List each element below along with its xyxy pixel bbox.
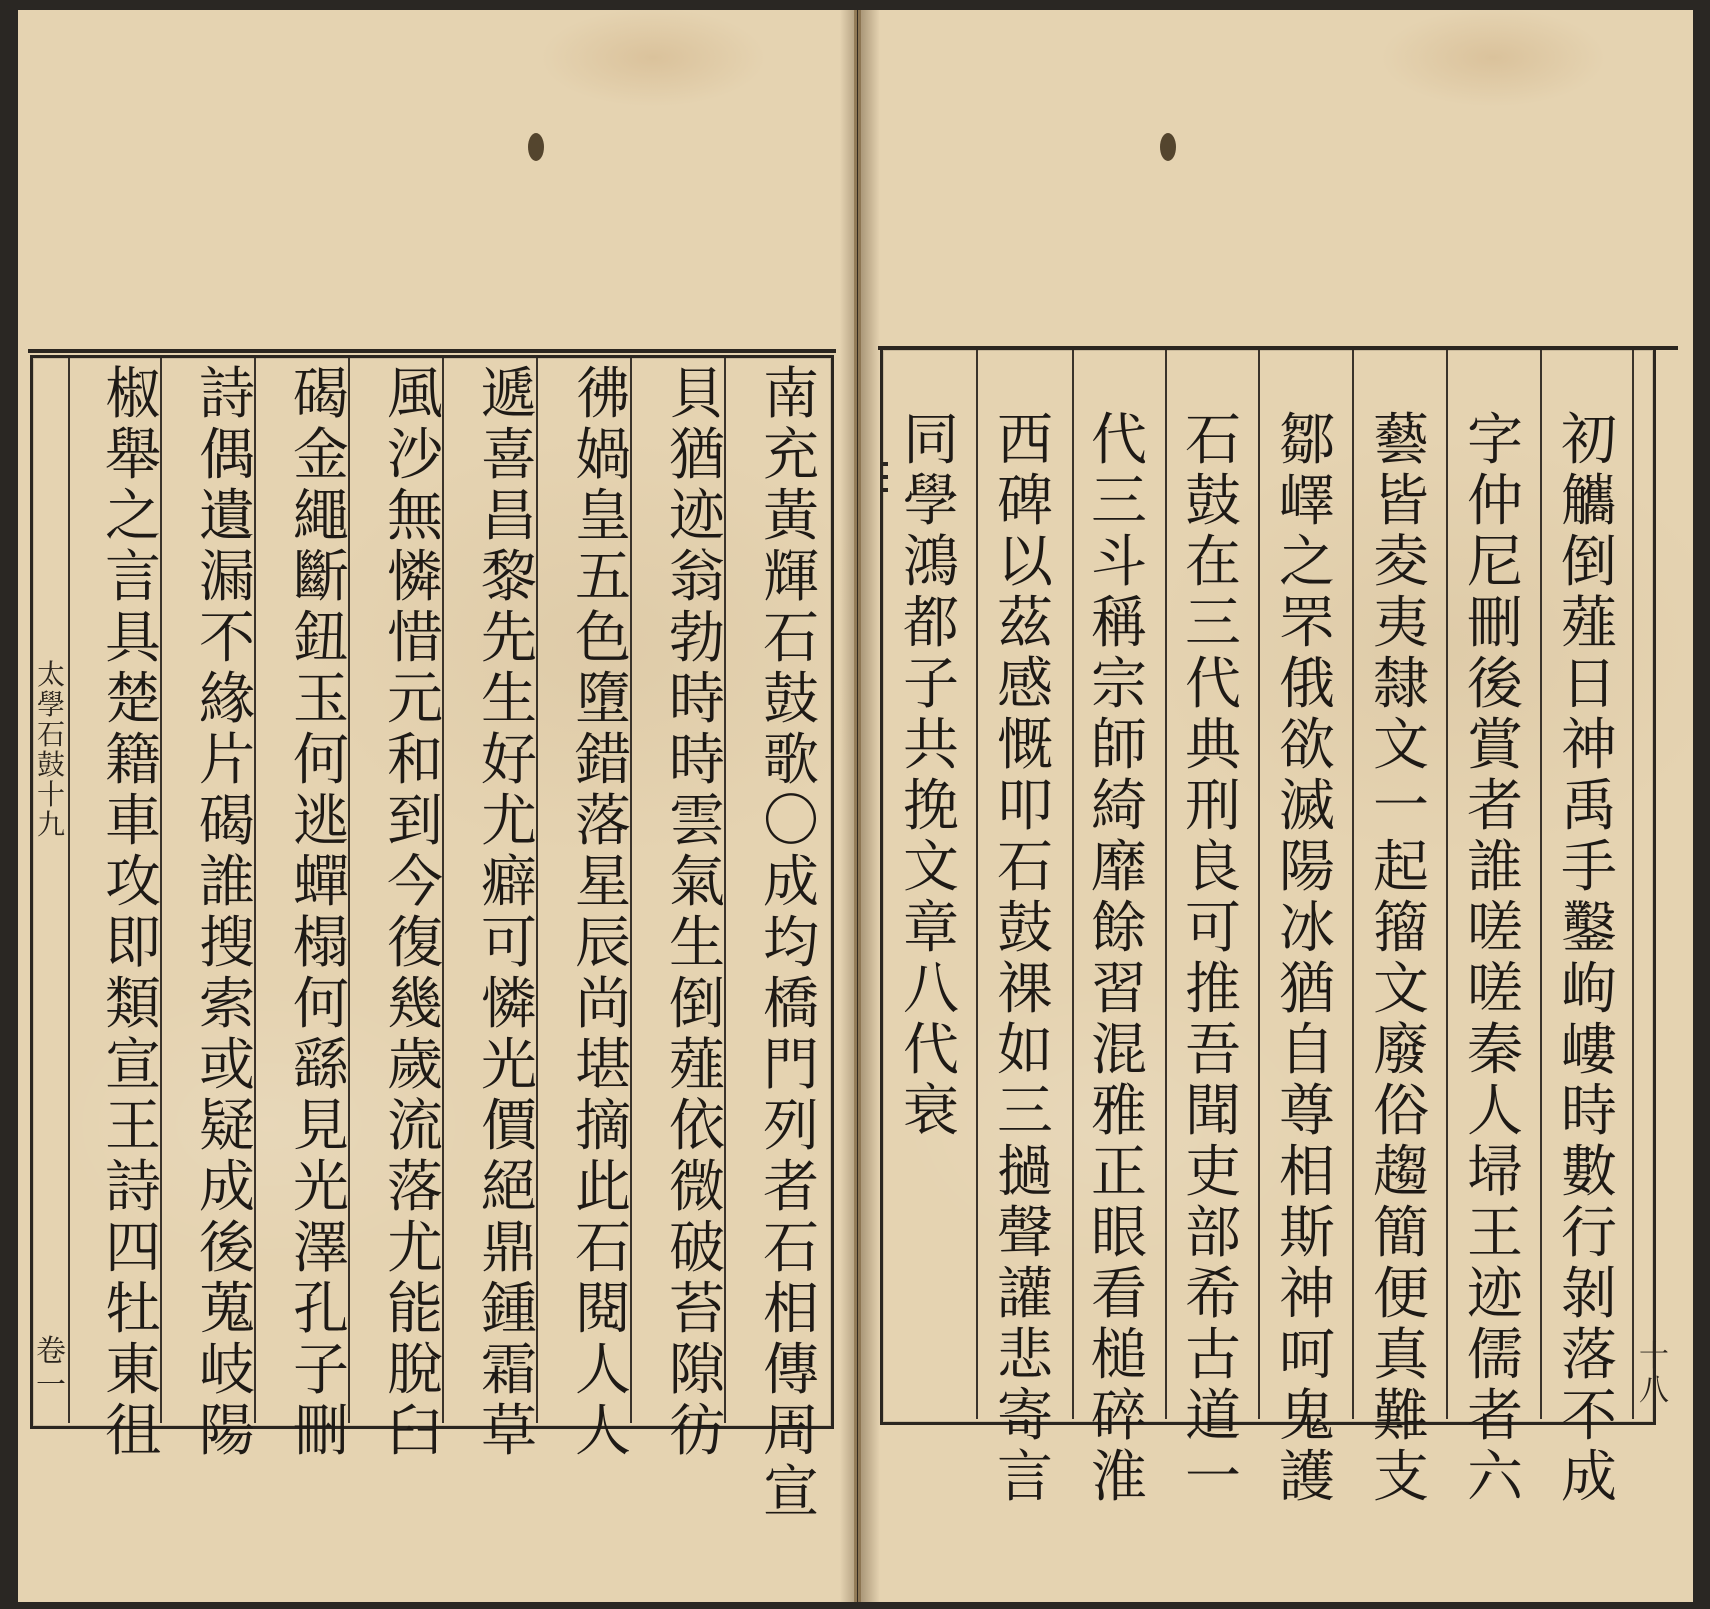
- paper-stain: [1160, 133, 1176, 161]
- folio-number: 十八: [1639, 1339, 1669, 1408]
- paper-stain: [528, 133, 544, 161]
- top-rule: [28, 349, 836, 353]
- column-divider: [1446, 350, 1448, 1419]
- column-divider: [68, 358, 70, 1423]
- text-column: 代三斗稱宗師綺靡餘習混雅正眼看槌碎淮: [1091, 408, 1147, 1510]
- text-column: 西碑以茲感慨叩石鼓祼如三撾聲讙悲寄言: [997, 408, 1053, 1510]
- text-column: 藝皆夌夷隸文一起籀文廢俗趨簡便真難支: [1373, 408, 1429, 1510]
- column-divider: [976, 350, 978, 1419]
- column-divider: [1352, 350, 1354, 1419]
- text-column: 碣金繩斷鈕玉何逃蟬榻何繇見光澤孔子刪: [293, 362, 349, 1464]
- text-column: 椒舉之言具楚籍車攻即類宣王詩四牡東徂: [105, 362, 161, 1464]
- column-divider: [1165, 350, 1167, 1419]
- text-column: 鄒嶧之罘俄欲滅陽冰猶自尊相斯神呵鬼護: [1279, 408, 1335, 1510]
- text-column: 貝猶迹翁勃時時雲氣生倒薤依微破苔隙彷: [669, 362, 725, 1464]
- text-column: 風沙無憐惜元和到今復幾歲流落尤能脫臼: [387, 362, 443, 1464]
- column-divider: [1258, 350, 1260, 1419]
- margin-volume: 卷一: [36, 1334, 66, 1403]
- text-column: 石鼓在三代典刑良可推吾聞吏部希古道一: [1185, 408, 1241, 1510]
- text-column: 初觿倒薤日神禹手鑿岣嶁時數行剝落不成: [1561, 408, 1617, 1510]
- text-column: 詩偶遺漏不緣片碣誰搜索或疑成後蒐岐陽: [199, 362, 255, 1464]
- text-column: 彿媧皇五色墮錯落星辰尚堪摘此石閱人人: [575, 362, 631, 1464]
- margin-title: 太學石鼓十九: [36, 658, 65, 841]
- column-divider: [1632, 350, 1634, 1419]
- text-column: 同學鴻都子共挽文章八代衰: [903, 408, 959, 1144]
- text-column: 遞喜昌黎先生好尤癖可憐光價絕鼎鍾霜草: [481, 362, 537, 1464]
- column-divider: [1540, 350, 1542, 1419]
- text-column: 字仲尼刪後賞者誰嗟嗟秦人埽王迹儒者六: [1467, 408, 1523, 1510]
- fishtail-mark: [880, 462, 888, 466]
- column-divider: [1072, 350, 1074, 1419]
- fishtail-mark: [880, 475, 888, 479]
- fishtail-mark: [880, 488, 888, 492]
- text-column: 南充黃輝石鼓歌〇成均橋門列者石相傳周宣: [763, 362, 819, 1525]
